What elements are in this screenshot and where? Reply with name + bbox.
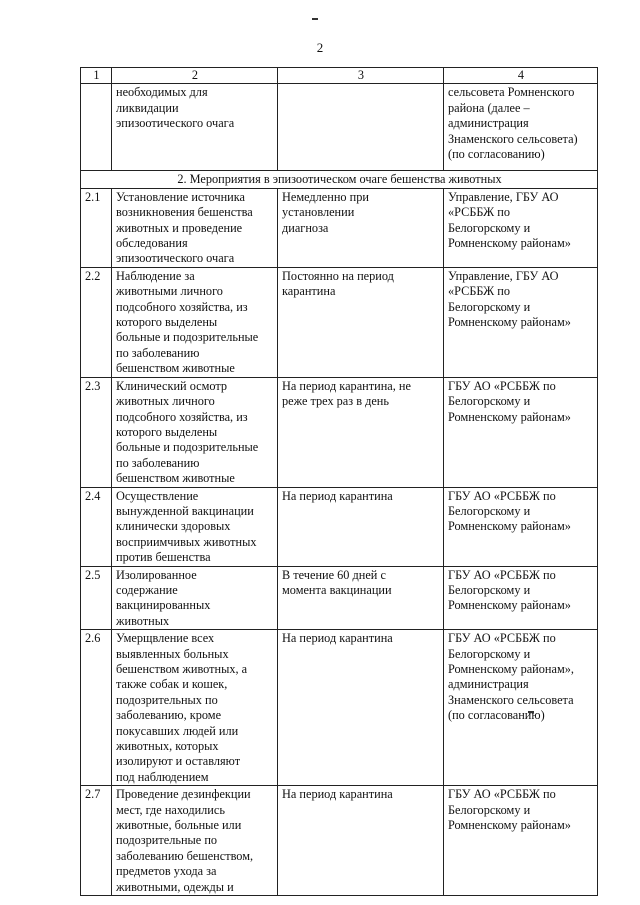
- row-number: 2.2: [81, 267, 112, 377]
- table-row: [81, 188, 598, 267]
- continuation-term: [278, 84, 444, 171]
- row-executor: ГБУ АО «РСББЖ по Белогорскому и Ромненскому районам»: [444, 487, 598, 566]
- section-row: [81, 171, 598, 188]
- row-number: 2.1: [81, 188, 112, 267]
- header-cell-1: 1: [81, 68, 112, 84]
- row-action: Клинический осмотр животных личного подсобного хозяйства, из которого выделены больные и подозрительные по заболеванию бешенством животные: [112, 377, 278, 487]
- row-number: 2.4: [81, 487, 112, 566]
- row-executor: ГБУ АО «РСББЖ по Белогорскому и Ромненскому районам», администрация Знаменского сельсовета (по согласованию): [444, 630, 598, 786]
- table-row: [81, 267, 598, 377]
- row-action: Умерщвление всех выявленных больных бешенством животных, а также собак и кошек, подозрительных по заболеванию, кроме покусавших людей или животных, которых изолируют и оставляют под наблюдением: [112, 630, 278, 786]
- table-row: [81, 377, 598, 487]
- row-number: 2.6: [81, 630, 112, 786]
- continuation-executor: сельсовета Ромненского района (далее – администрация Знаменского сельсовета) (по согласованию): [444, 84, 598, 171]
- header-cell-4: 4: [444, 68, 598, 84]
- row-term: В течение 60 дней с момента вакцинации: [278, 566, 444, 630]
- row-executor: Управление, ГБУ АО «РСББЖ по Белогорскому и Ромненскому районам»: [444, 188, 598, 267]
- row-action: Установление источника возникновения бешенства животных и проведение обследования эпизоотического очага: [112, 188, 278, 267]
- row-term: Постоянно на период карантина: [278, 267, 444, 377]
- continuation-num: [81, 84, 112, 171]
- header-cell-2: 2: [112, 68, 278, 84]
- continuation-action: необходимых для ликвидации эпизоотического очага: [112, 84, 278, 171]
- row-number: 2.3: [81, 377, 112, 487]
- row-executor: ГБУ АО «РСББЖ по Белогорскому и Ромненскому районам»: [444, 566, 598, 630]
- section-title: 2. Мероприятия в эпизоотическом очаге бешенства животных: [81, 171, 598, 188]
- row-action: Изолированное содержание вакцинированных животных: [112, 566, 278, 630]
- row-term: На период карантина: [278, 786, 444, 896]
- row-term: На период карантина: [278, 630, 444, 786]
- row-term: Немедленно при установлении диагноза: [278, 188, 444, 267]
- table-row: [81, 786, 598, 896]
- row-term: На период карантина, не реже трех раз в день: [278, 377, 444, 487]
- table-row: [81, 487, 598, 566]
- row-executor: Управление, ГБУ АО «РСББЖ по Белогорскому и Ромненскому районам»: [444, 267, 598, 377]
- row-executor: ГБУ АО «РСББЖ по Белогорскому и Ромненскому районам»: [444, 786, 598, 896]
- continuation-row: [81, 84, 598, 171]
- header-row: [81, 68, 598, 84]
- row-term: На период карантина: [278, 487, 444, 566]
- header-cell-3: 3: [278, 68, 444, 84]
- table-row: [81, 630, 598, 786]
- page-number: 2: [316, 40, 324, 55]
- table-row: [81, 566, 598, 630]
- scan-speck-top: [312, 18, 318, 20]
- row-number: 2.5: [81, 566, 112, 630]
- row-executor: ГБУ АО «РСББЖ по Белогорскому и Ромненскому районам»: [444, 377, 598, 487]
- row-action: Наблюдение за животными личного подсобного хозяйства, из которого выделены больные и подозрительные по заболеванию бешенством животные: [112, 267, 278, 377]
- row-number: 2.7: [81, 786, 112, 896]
- row-action: Осуществление вынужденной вакцинации клинически здоровых восприимчивых животных против бешенства: [112, 487, 278, 566]
- measures-table: [80, 67, 598, 896]
- row-action: Проведение дезинфекции мест, где находились животные, больные или подозрительные по заболеванию бешенством, предметов ухода за животными, одежды и: [112, 786, 278, 896]
